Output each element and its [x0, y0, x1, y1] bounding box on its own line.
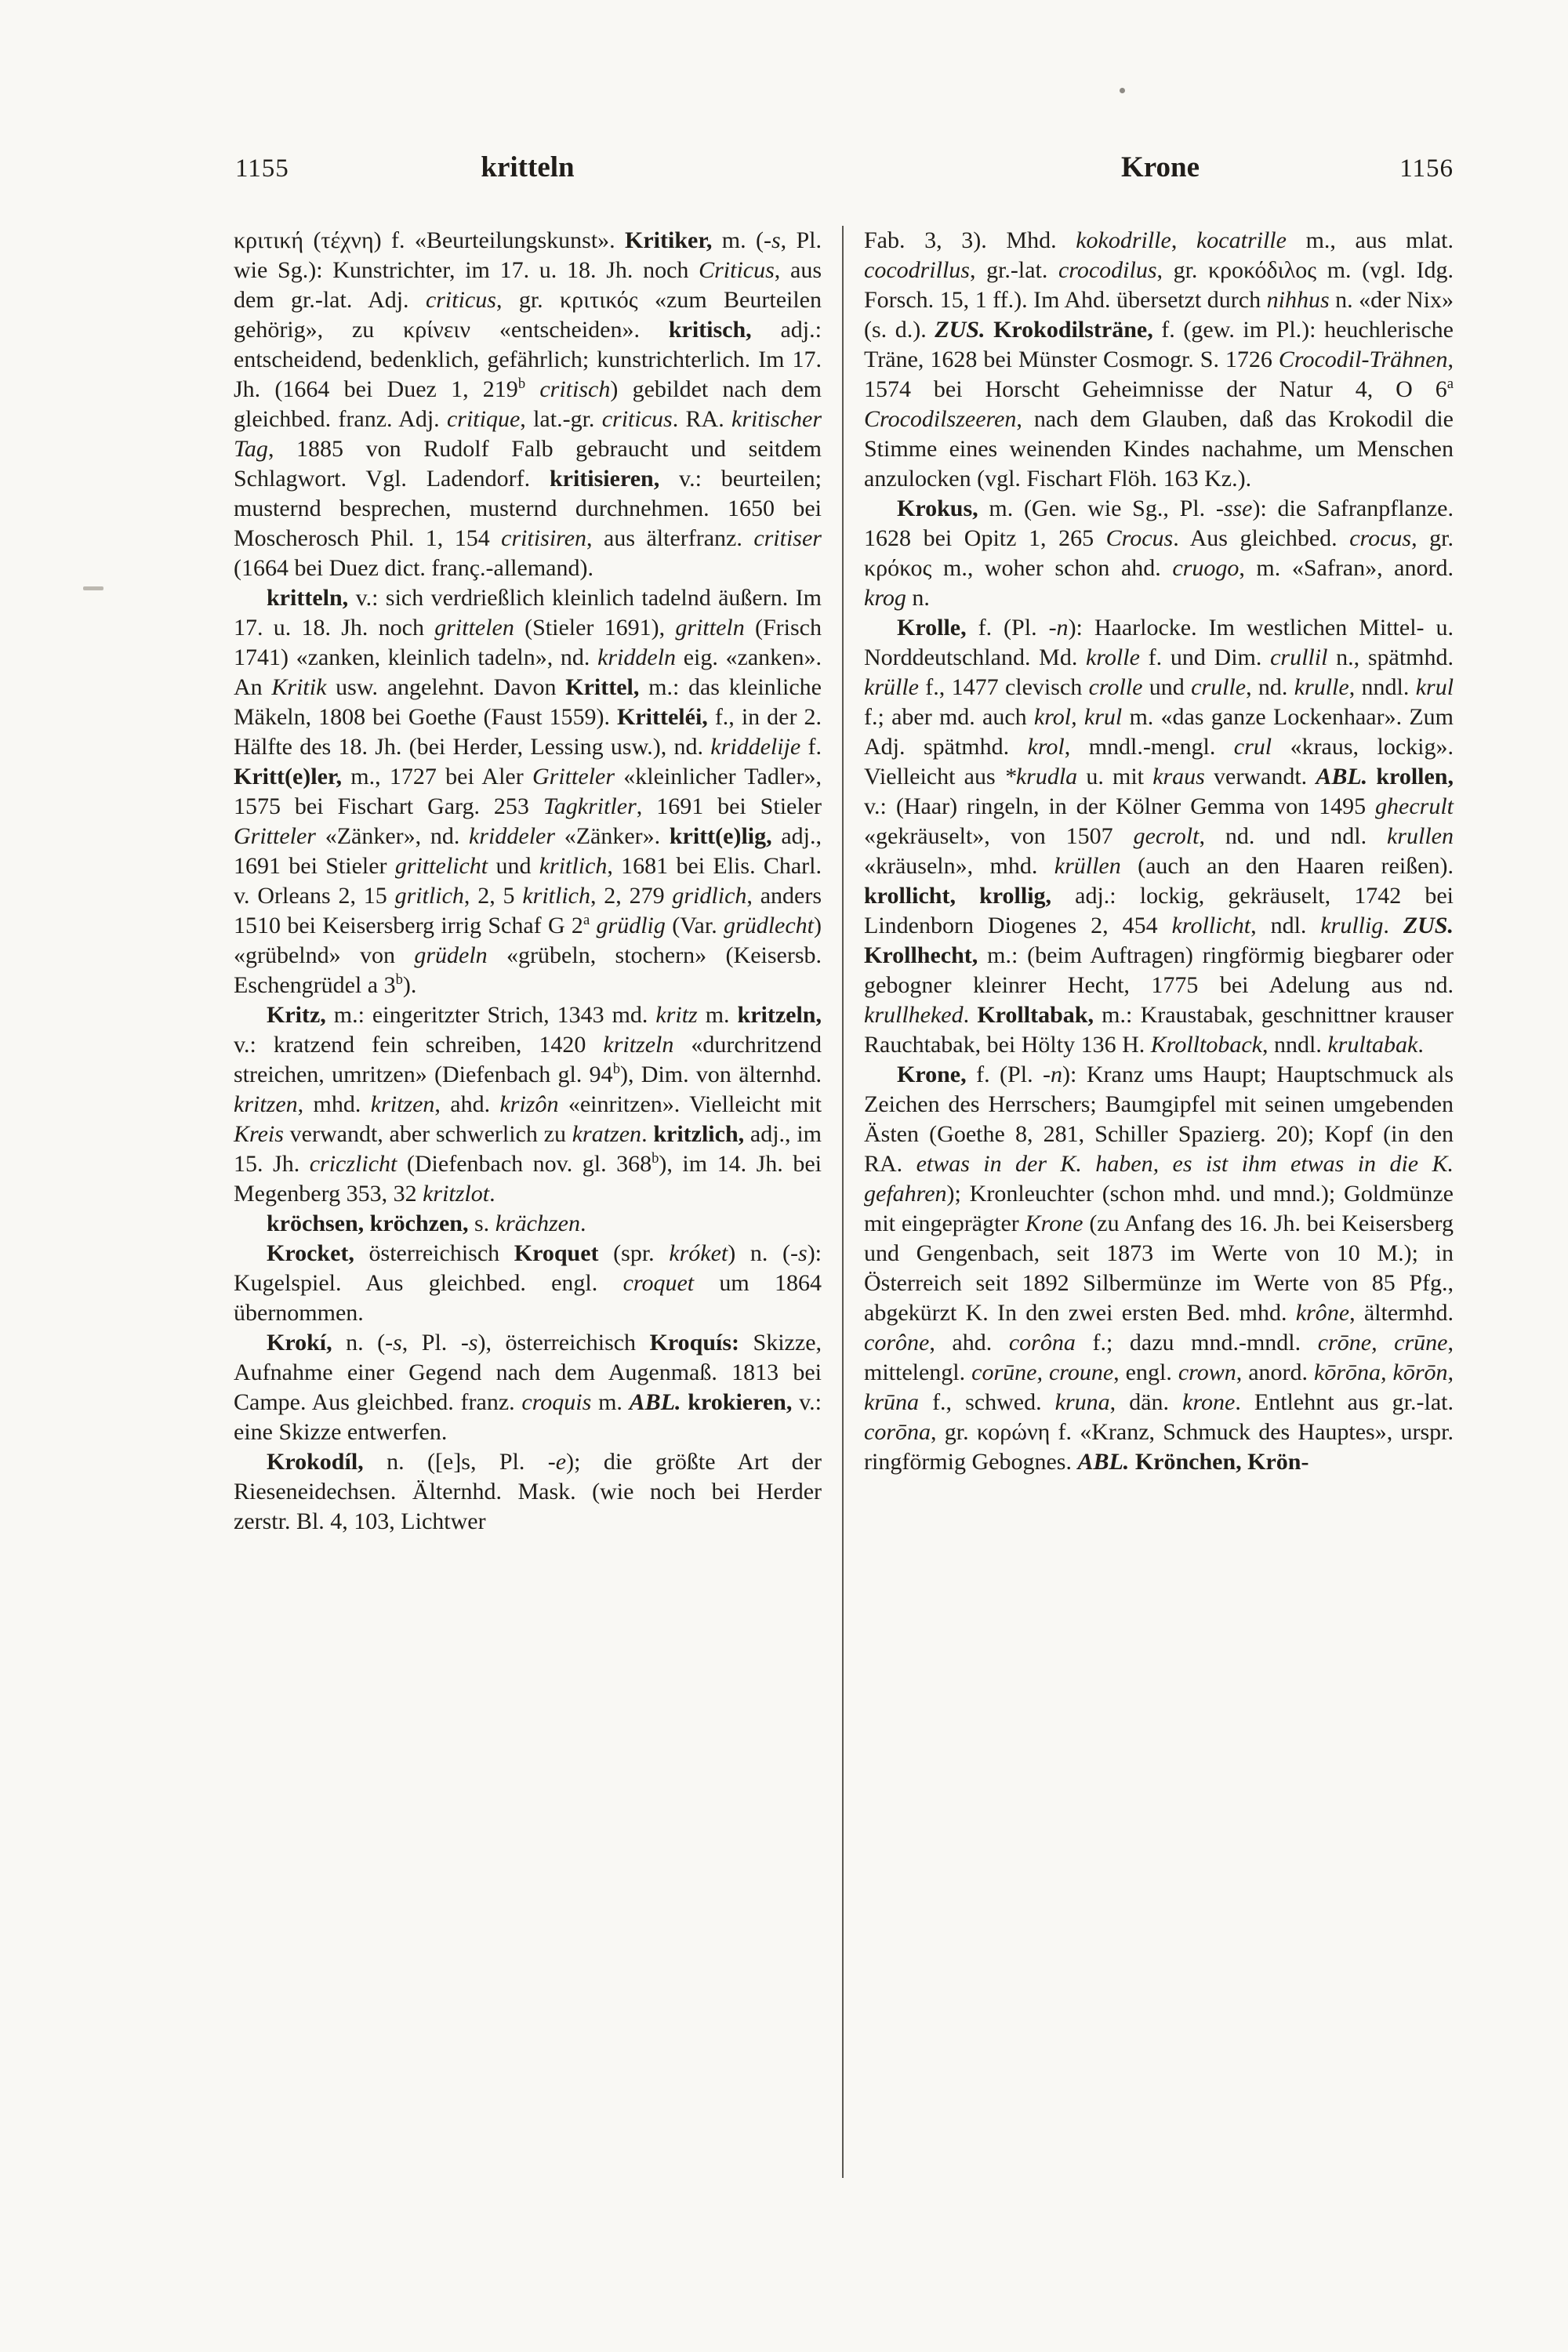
text-run: gritlich [394, 883, 464, 909]
text-run: grüdeln [414, 942, 488, 968]
page-number-left: 1155 [235, 154, 289, 183]
text-run: crolle [1088, 674, 1143, 700]
text-run: , engl. [1113, 1359, 1178, 1385]
text-run: ), im 14. Jh. bei Megenberg 353, 32 [234, 1151, 822, 1207]
text-run: nihhus [1266, 287, 1330, 313]
text-run: krüllen [1054, 853, 1121, 879]
text-run: kritisieren, [549, 466, 660, 492]
text-run: -n [1043, 1062, 1063, 1087]
text-run: kritt(e)lig, [669, 823, 772, 849]
running-head-right: Krone [1120, 151, 1200, 183]
text-run: Kritiker, [625, 227, 713, 253]
text-run: Krönchen, Krön- [1129, 1449, 1309, 1475]
text-run: krol, krul [1033, 704, 1123, 730]
text-run: , anord. [1236, 1359, 1315, 1385]
text-run: , anders 1510 bei Keisersberg irrig Schaf G 2 [234, 883, 822, 938]
text-run: v.: kratzend fein schreiben, 1420 [234, 1032, 604, 1058]
dictionary-paragraph [864, 226, 1454, 494]
text-run [681, 1389, 688, 1415]
text-run: ). [402, 972, 417, 998]
text-run: grüdlig [596, 913, 666, 938]
text-run: b [652, 1150, 659, 1167]
text-run: kritzeln [603, 1032, 674, 1058]
text-run: (Stieler 1691), [514, 615, 676, 641]
text-run: cocodrillus [864, 257, 970, 283]
dictionary-paragraph [864, 613, 1454, 1060]
text-run: -s [763, 227, 781, 253]
text-run: krokieren, [688, 1389, 793, 1415]
text-run: krizôn [499, 1091, 559, 1117]
text-run: , lat.-gr. [520, 406, 602, 432]
text-run: verwandt. [1204, 764, 1316, 789]
text-run: Krokodilsträne, [993, 317, 1153, 343]
text-run: m. (Gen. wie Sg., Pl. [978, 495, 1216, 521]
text-run: krolle [1086, 644, 1140, 670]
text-run: , nd. und ndl. [1199, 823, 1388, 849]
text-run: , dän. [1109, 1389, 1183, 1415]
text-run: kröchsen, kröchzen, [267, 1210, 469, 1236]
text-run: krächzen [495, 1210, 580, 1236]
text-run: f., in der 2. Hälfte des 18. Jh. (bei Herder, Lessing usw.), nd. [234, 704, 822, 760]
text-run: , [1171, 227, 1196, 253]
text-run: cruogo [1172, 555, 1240, 581]
margin-scan-mark [83, 586, 103, 590]
text-run: ZUS. [935, 317, 985, 343]
text-run: crullil [1270, 644, 1328, 670]
text-run: , mhd. [297, 1091, 371, 1117]
text-run: , 1574 bei Horscht Geheimnisse der Natur 4, O 6 [864, 347, 1454, 402]
dictionary-paragraph [234, 1447, 822, 1537]
text-run: b [517, 376, 526, 392]
text-run: f.; dazu mnd.-mndl. [1075, 1330, 1318, 1356]
text-run: m. [591, 1389, 630, 1415]
text-run: kōrōna, kōrōn, krūna [864, 1359, 1454, 1415]
text-run: crocus [1349, 525, 1412, 551]
text-run: Krittel, [565, 674, 640, 700]
text-run: , nndl. [1261, 1032, 1328, 1058]
text-run: um 1864 übernommen. [234, 1270, 822, 1326]
text-run: , 1681 bei Elis. Charl. v. Orleans 2, 15 [234, 853, 822, 909]
text-run [985, 317, 993, 343]
text-run: f. (gew. im Pl.): heuchlerische Träne, 1628 bei Münster Cosmogr. S. 1726 [864, 317, 1454, 372]
text-run: κριτική (τέχνη) f. «Beurteilungskunst». [234, 227, 626, 253]
text-run: gecrolt [1133, 823, 1200, 849]
text-run: ); die größte Art der Rieseneidechsen. Älternhd. Mask. (wie noch bei Herder zerstr. Bl. 4, 103, Lichtwer [234, 1449, 822, 1534]
text-run: , nd. [1246, 674, 1294, 700]
text-run: österreichisch [354, 1240, 514, 1266]
text-run: ) «grübelnd» von [234, 913, 822, 968]
text-run: critisch [539, 376, 611, 402]
text-run: -s [790, 1240, 808, 1266]
dictionary-paragraph [234, 226, 822, 583]
text-run: s. [468, 1210, 495, 1236]
dictionary-paragraph [864, 1060, 1454, 1477]
text-run: verwandt, aber schwerlich zu [283, 1121, 572, 1147]
text-run: b [612, 1061, 620, 1077]
text-run: adj.: entscheidend, bedenklich, gefährlich; kunstrichterlich. Im 17. Jh. (1664 bei Duez 1, 219 [234, 317, 822, 402]
text-run: m. «das ganze Lockenhaar». Zum Adj. spätmhd. [864, 704, 1454, 760]
text-run: Kroquet [514, 1240, 599, 1266]
text-run: Tagkritler [543, 793, 637, 819]
text-run: , aus dem gr.-lat. Adj. [234, 257, 822, 313]
text-run: ) gebildet nach dem gleichbed. franz. Adj. [234, 376, 822, 432]
text-run: Krollhecht, [864, 942, 978, 968]
text-run: kritzeln, [737, 1002, 822, 1028]
text-run: , ahd. [434, 1091, 500, 1117]
text-run: crōne, crūne [1317, 1330, 1448, 1356]
text-run [525, 376, 539, 402]
text-run: crulle [1191, 674, 1247, 700]
text-run: ), Dim. von älternhd. [619, 1062, 822, 1087]
text-run: kritzen [234, 1091, 298, 1117]
text-run: Gritteler [532, 764, 615, 789]
text-run: v.: (Haar) ringeln, in der Kölner Gemma von 1495 [864, 793, 1376, 819]
text-run: (auch an den Haaren reißen). [1120, 853, 1454, 879]
text-run: . [641, 1121, 654, 1147]
text-run: Fab. 3, 3). Mhd. [864, 227, 1076, 253]
text-run: krol [1027, 734, 1065, 760]
text-run: ABL. [629, 1389, 681, 1415]
text-run: -e [547, 1449, 567, 1475]
text-run: , gr. κρόκος m., woher schon ahd. [864, 525, 1454, 581]
text-run: m.: eingeritzter Strich, 1343 md. [325, 1002, 656, 1028]
text-run: Krolle, [897, 615, 967, 641]
text-run: krülle [864, 674, 919, 700]
text-run: ZUS. [1403, 913, 1454, 938]
text-run: ), österreichisch [477, 1330, 650, 1356]
text-run: Krolltoback [1150, 1032, 1262, 1058]
text-run: Kritz, [267, 1002, 326, 1028]
text-run: . [963, 1002, 978, 1028]
text-run: krulle [1294, 674, 1349, 700]
text-run: «grübeln, stochern» (Keisersb. Eschengrüdel a 3 [234, 942, 822, 998]
dictionary-paragraph [234, 1328, 822, 1447]
text-run: kriddeln [597, 644, 677, 670]
text-run: v.: sich verdrießlich kleinlich tadelnd äußern. Im 17. u. 18. Jh. noch [234, 585, 822, 641]
text-run: f., 1477 clevisch [918, 674, 1089, 700]
text-run: Kritteléi, [617, 704, 708, 730]
text-run: ); Kronleuchter (schon mhd. und mnd.); Goldmünze mit eingeprägter [864, 1181, 1454, 1236]
text-run: kraus [1152, 764, 1205, 789]
text-run: , gr.-lat. [970, 257, 1058, 283]
text-run: etwas in der K. haben, es ist ihm etwas in die K. gefahren [864, 1151, 1454, 1207]
text-run: f. (Pl. [966, 615, 1049, 641]
text-run: ghecrult [1375, 793, 1454, 819]
text-run: Crocodilszeeren [864, 406, 1017, 432]
text-run: adj., im 15. Jh. [234, 1121, 822, 1177]
column-divider-rule [842, 226, 844, 2178]
text-run: «kleinlicher Tadler», 1575 bei Fischart Garg. 253 [234, 764, 822, 819]
text-run: ABL. [1077, 1449, 1130, 1475]
text-run: v.: eine Skizze entwerfen. [234, 1389, 822, 1445]
text-run: Krocket, [267, 1240, 354, 1266]
text-run: krollen, [1367, 764, 1454, 789]
text-run: , gr. κροκόδιλος m. (vgl. Idg. Forsch. 15, 1 ff.). Im Ahd. übersetzt durch [864, 257, 1454, 313]
text-run: m.: das kleinliche Mäkeln, 1808 bei Goethe (Faust 1559). [234, 674, 822, 730]
text-run: , 2, 5 [463, 883, 523, 909]
text-run: kratzen [572, 1121, 642, 1147]
text-run: f. und Dim. [1139, 644, 1271, 670]
text-run: grittelicht [394, 853, 488, 879]
text-run: krullheked [864, 1002, 964, 1028]
text-run: . [579, 1210, 586, 1236]
text-run: kritzen [370, 1091, 435, 1117]
text-run: kritisch, [668, 317, 752, 343]
text-run: ): Kugelspiel. Aus gleichbed. engl. [234, 1240, 822, 1296]
text-run: , gr. κορώνη f. «Kranz, Schmuck des Hauptes», urspr. ringförmig Gebognes. [864, 1419, 1454, 1475]
text-run: , 2, 279 [590, 883, 673, 909]
text-run: ): Haarlocke. Im westlichen Mittel- u. Norddeutschland. Md. [864, 615, 1454, 670]
text-run: -s [385, 1330, 402, 1356]
running-head-left: kritteln [481, 151, 575, 183]
text-run: f. [800, 734, 822, 760]
text-run: kritteln, [267, 585, 349, 611]
text-run: n. ([e]s, Pl. [363, 1449, 548, 1475]
text-run: krullig [1320, 913, 1384, 938]
text-run: «einritzen». Vielleicht mit [558, 1091, 822, 1117]
text-run: krog [864, 585, 906, 611]
left-column [234, 226, 822, 2178]
text-run: a [583, 912, 590, 928]
text-run: krône [1295, 1300, 1350, 1326]
text-run: (1664 bei Duez dict. franç.-allemand). [234, 555, 593, 581]
text-run: Kroquís: [649, 1330, 740, 1356]
text-run: ): Kranz ums Haupt; Hauptschmuck als Zeichen des Herrschers; Baumgipfel mit seinen umgebenden Ästen (Goethe 8, 281, Schiller Spazierg. 20); Kopf (in den RA. [864, 1062, 1454, 1177]
text-run: Kreis [234, 1121, 284, 1147]
text-run: crul [1233, 734, 1272, 760]
text-run: (Frisch 1741) «zanken, kleinlich tadeln», nd. [234, 615, 822, 670]
text-run: m., aus mlat. [1286, 227, 1454, 253]
text-run: krollicht, krollig, [864, 883, 1052, 909]
text-run: eig. «zanken». An [234, 644, 822, 700]
text-run: krollicht [1171, 913, 1251, 938]
text-run: . Aus gleichbed. [1173, 525, 1350, 551]
text-run: kritzlich, [653, 1121, 745, 1147]
text-run: . [489, 1181, 495, 1207]
text-run: kocatrille [1196, 227, 1287, 253]
text-run: , m. «Safran», anord. [1239, 555, 1454, 581]
text-run: , 1691 bei Stieler [636, 793, 822, 819]
text-run: Crocus [1105, 525, 1174, 551]
text-run: ) n. ( [728, 1240, 791, 1266]
text-run: Krolltabak, [977, 1002, 1094, 1028]
text-run: m. [697, 1002, 738, 1028]
text-run: ): die Safranpflanze. 1628 bei Opitz 1, 265 [864, 495, 1454, 551]
text-run: , aus älterfranz. [586, 525, 754, 551]
text-run: m. ( [712, 227, 764, 253]
text-run: , nach dem Glauben, daß das Krokodil die Stimme eines weinenden Kindes nachahme, um Menschen anzulocken (vgl. Fischart Flöh. 163 Kz.). [864, 406, 1454, 492]
text-run: *krudla [1004, 764, 1078, 789]
text-run: croquis [521, 1389, 592, 1415]
text-run: «Zänker», nd. [316, 823, 470, 849]
text-run: . [1383, 913, 1403, 938]
text-run: . RA. [672, 406, 732, 432]
text-run: m.: Kraustabak, geschnittner krauser Rauchtabak, bei Hölty 136 H. [864, 1002, 1454, 1058]
text-run: m., 1727 bei Aler [341, 764, 533, 789]
text-run: grittelen [434, 615, 514, 641]
text-run: krone [1182, 1389, 1236, 1415]
text-run: (Var. [665, 913, 724, 938]
text-run: adj., 1691 bei Stieler [234, 823, 822, 879]
text-run: , 1885 von Rudolf Falb gebraucht und seitdem Schlagwort. Vgl. Ladendorf. [234, 436, 822, 492]
text-run: Krone, [897, 1062, 967, 1087]
text-run: , ndl. [1250, 913, 1321, 938]
text-run: Krokí, [267, 1330, 332, 1356]
text-run: . Entlehnt aus gr.-lat. [1235, 1389, 1454, 1415]
text-run: f., schwed. [919, 1389, 1055, 1415]
text-run [590, 913, 596, 938]
dictionary-paragraph [234, 1000, 822, 1209]
text-run: v.: beurteilen; musternd besprechen, musternd durchnehmen. 1650 bei Moscherosch Phil. 1, 154 [234, 466, 822, 551]
text-run: . [1417, 1032, 1424, 1058]
text-run: kritischer Tag [234, 406, 822, 462]
text-run: corōna [864, 1419, 931, 1445]
text-run: kritlich [539, 853, 608, 879]
text-run: critique [446, 406, 521, 432]
text-run: kritz [655, 1002, 698, 1028]
text-run: adj.: lockig, gekräuselt, 1742 bei Lindenborn Diogenes 2, 454 [864, 883, 1454, 938]
text-run: crown [1178, 1359, 1236, 1385]
text-run: u. mit [1077, 764, 1153, 789]
text-run: , ahd. [929, 1330, 1009, 1356]
text-run: kokodrille [1076, 227, 1171, 253]
dictionary-paragraph [864, 494, 1454, 613]
text-run: Krokus, [897, 495, 978, 521]
scan-speck [1120, 88, 1125, 93]
text-run: kritlich [522, 883, 590, 909]
text-run: Crocodil-Trähnen [1278, 347, 1448, 372]
text-run: criticus [601, 406, 673, 432]
text-run: krultabak [1327, 1032, 1418, 1058]
text-run: «kraus, lockig». Vielleicht aus [864, 734, 1454, 789]
dictionary-paragraph [234, 583, 822, 1000]
text-run: Krone [1025, 1210, 1083, 1236]
text-run: crocodilus [1058, 257, 1157, 283]
text-run: , Pl. [401, 1330, 461, 1356]
text-run: Skizze, Aufnahme einer Gegend nach dem Augenmaß. 1813 bei Campe. Aus gleichbed. franz. [234, 1330, 822, 1415]
text-run: -s [460, 1330, 478, 1356]
text-run: (spr. [598, 1240, 670, 1266]
text-run: Gritteler [234, 823, 316, 849]
text-run: Criticus [699, 257, 775, 283]
text-run: n. «der Nix» (s. d.). [864, 287, 1454, 343]
text-run: gritteln [675, 615, 745, 641]
text-run: Kritt(e)ler, [234, 764, 342, 789]
text-run: corūne, croune [971, 1359, 1114, 1385]
text-run: n. ( [332, 1330, 386, 1356]
text-run: króket [669, 1240, 728, 1266]
text-run: kruna [1054, 1389, 1110, 1415]
page-header [234, 151, 1455, 193]
right-column [864, 226, 1454, 2178]
text-run: , ältermhd. [1349, 1300, 1454, 1326]
text-run: Kritik [271, 674, 327, 700]
text-run: f.; aber md. auch [864, 704, 1034, 730]
text-run: kriddeler [469, 823, 556, 849]
text-run: , nndl. [1348, 674, 1416, 700]
text-run: «kräuseln», mhd. [864, 853, 1054, 879]
text-run: kriddelije [710, 734, 801, 760]
text-run: croquet [622, 1270, 695, 1296]
text-run: f. (Pl. [966, 1062, 1044, 1087]
text-run: krullen [1387, 823, 1454, 849]
dictionary-paragraph [234, 1239, 822, 1328]
text-run: , mndl.-mengl. [1064, 734, 1234, 760]
text-run: a [1446, 376, 1454, 392]
text-run: «gekräuselt», von 1507 [864, 823, 1134, 849]
text-run: n., spätmhd. [1327, 644, 1454, 670]
text-run: critiser [753, 525, 822, 551]
text-run: gridlich [672, 883, 747, 909]
text-run: -n [1048, 615, 1069, 641]
text-run: -sse [1215, 495, 1253, 521]
text-run: kritzlot [423, 1181, 490, 1207]
text-run: n. [906, 585, 930, 611]
text-run: und [1142, 674, 1192, 700]
text-run: «durchritzend streichen, umritzen» (Diefenbach gl. 94 [234, 1032, 822, 1087]
text-run: criczlicht [309, 1151, 397, 1177]
text-run: ABL. [1316, 764, 1368, 789]
text-run: , mittelengl. [864, 1330, 1454, 1385]
text-run: (Diefenbach nov. gl. 368 [397, 1151, 652, 1177]
dictionary-paragraph [234, 1209, 822, 1239]
text-run: «Zänker». [555, 823, 670, 849]
text-run: criticus [425, 287, 496, 313]
text-run: critisiren [501, 525, 587, 551]
text-run: , Pl. wie Sg.): Kunstrichter, im 17. u. 18. Jh. noch [234, 227, 822, 283]
text-run: (zu Anfang des 16. Jh. bei Keisersberg und Gengenbach, seit 1873 im Werte von 10 M.); in Österreich seit 1892 Silbermünze im Werte von 85 Pfg., abgekürzt K. In den zwei ersten Bed. mhd. [864, 1210, 1454, 1326]
text-run: b [395, 971, 403, 988]
text-run: Krokodíl, [267, 1449, 364, 1475]
page-number-right: 1156 [1399, 154, 1454, 183]
text-run: usw. angelehnt. Davon [326, 674, 566, 700]
text-run: und [488, 853, 539, 879]
text-run: corôna [1008, 1330, 1076, 1356]
text-run: corône [864, 1330, 930, 1356]
text-run: , gr. κριτικός «zum Beurteilen gehörig», zu κρίνειν «entscheiden». [234, 287, 822, 343]
text-run: m.: (beim Auftragen) ringförmig biegbarer oder gebogner kleinrer Hecht, 1775 bei Adelung aus nd. [864, 942, 1454, 998]
text-columns [234, 226, 1455, 2178]
text-run: krul [1415, 674, 1454, 700]
text-run: grüdlecht [724, 913, 814, 938]
